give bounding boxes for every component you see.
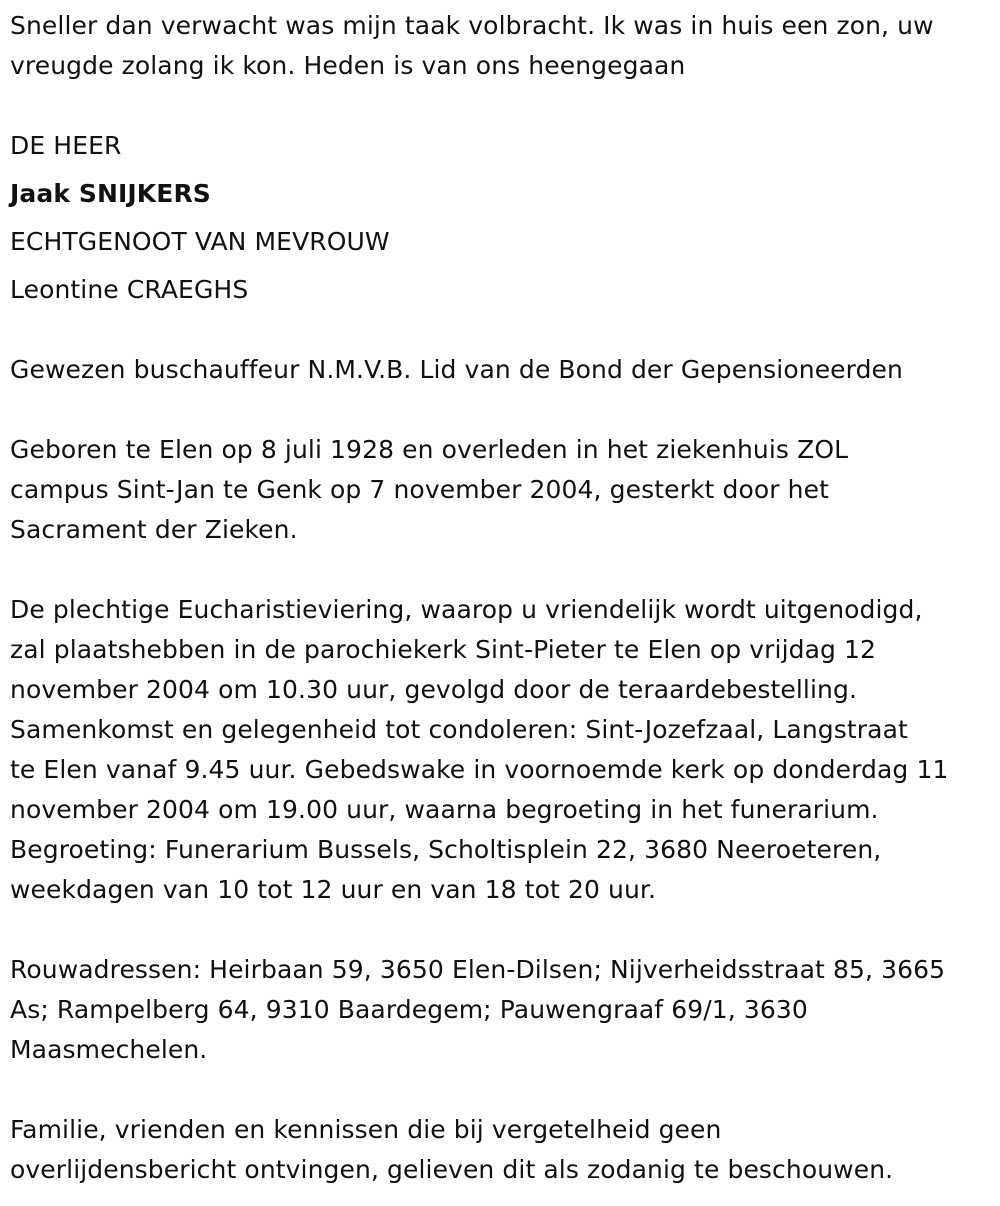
closing-line-2: overlijdensbericht ontvingen, gelieven dit als zodanig te beschouwen. (10, 1155, 894, 1184)
closing-line-1: Familie, vrienden en kennissen die bij vergetelheid geen (10, 1115, 722, 1144)
birth-death-line-3: Sacrament der Zieken. (10, 515, 298, 544)
birth-death-line-2: campus Sint-Jan te Genk op 7 november 2004, gesterkt door het (10, 475, 830, 504)
addresses-line-1: Rouwadressen: Heirbaan 59, 3650 Elen-Dilsen; Nijverheidsstraat 85, 3665 (10, 955, 946, 984)
addresses-line-2: As; Rampelberg 64, 9310 Baardegem; Pauwengraaf 69/1, 3630 (10, 995, 808, 1024)
ceremony-line-1: De plechtige Eucharistieviering, waarop u vriendelijk wordt uitgenodigd, (10, 595, 923, 624)
occupation: Gewezen buschauffeur N.M.V.B. Lid van de Bond der Gepensioneerden (10, 355, 903, 384)
ceremony-line-7: Begroeting: Funerarium Bussels, Scholtisplein 22, 3680 Neeroeteren, (10, 835, 882, 864)
ceremony-line-4: Samenkomst en gelegenheid tot condoleren: Sint-Jozefzaal, Langstraat (10, 715, 908, 744)
ceremony-line-5: te Elen vanaf 9.45 uur. Gebedswake in voornoemde kerk op donderdag 11 (10, 755, 949, 784)
deceased-title: DE HEER (10, 131, 122, 160)
deceased-name: Jaak SNIJKERS (10, 179, 211, 208)
ceremony-line-2: zal plaatshebben in de parochiekerk Sint-Pieter te Elen op vrijdag 12 (10, 635, 877, 664)
intro-line-2: vreugde zolang ik kon. Heden is van ons heengegaan (10, 51, 686, 80)
ceremony-line-3: november 2004 om 10.30 uur, gevolgd door de teraardebestelling. (10, 675, 857, 704)
spouse-relation: ECHTGENOOT VAN MEVROUW (10, 227, 390, 256)
birth-death-line-1: Geboren te Elen op 8 juli 1928 en overleden in het ziekenhuis ZOL (10, 435, 849, 464)
ceremony-line-6: november 2004 om 19.00 uur, waarna begroeting in het funerarium. (10, 795, 879, 824)
ceremony-line-8: weekdagen van 10 tot 12 uur en van 18 tot 20 uur. (10, 875, 657, 904)
spouse-name: Leontine CRAEGHS (10, 275, 249, 304)
intro-line-1: Sneller dan verwacht was mijn taak volbracht. Ik was in huis een zon, uw (10, 11, 934, 40)
addresses-line-3: Maasmechelen. (10, 1035, 208, 1064)
